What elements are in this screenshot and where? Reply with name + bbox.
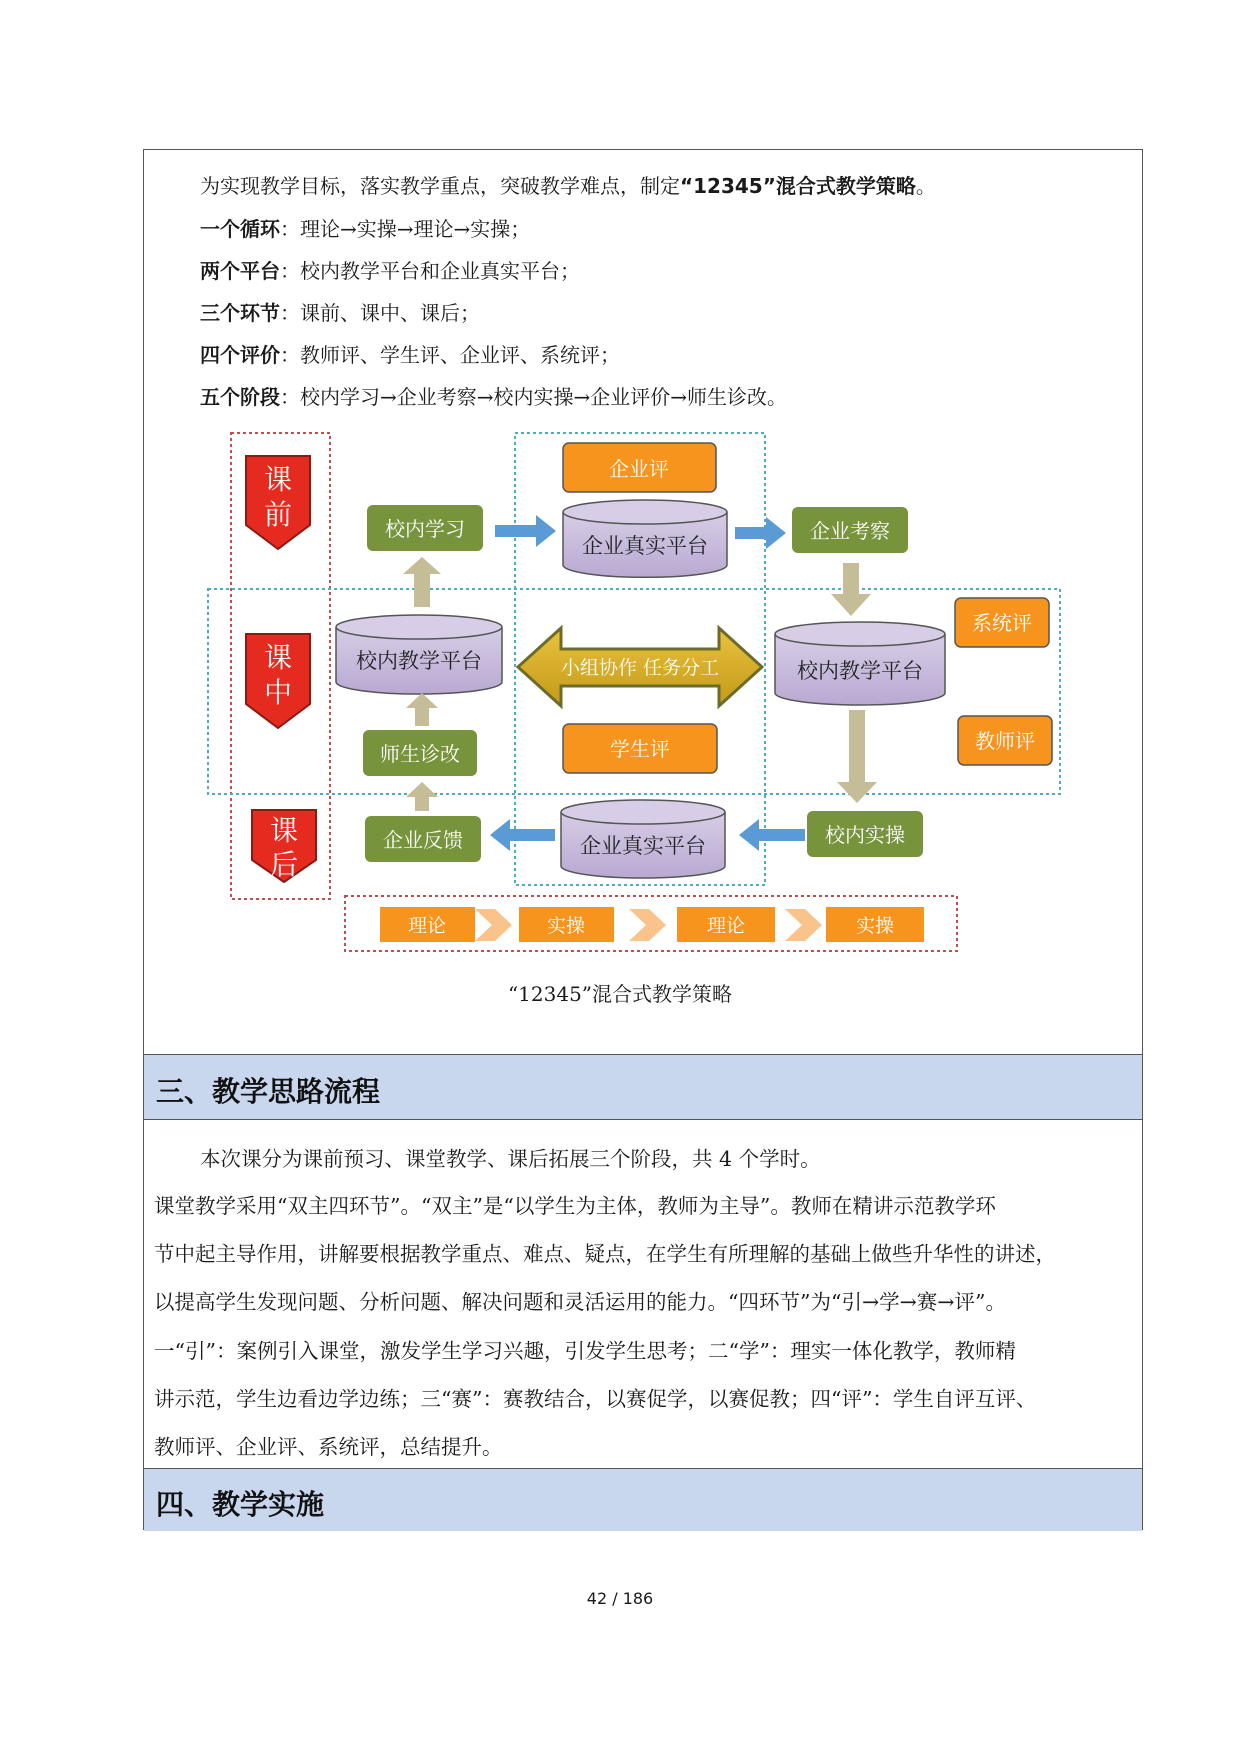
arrow-up-icon [406, 782, 438, 811]
enterprise-eval-label: 企业评 [609, 457, 669, 481]
stage-during-icon [246, 634, 310, 728]
item-label: 四个评价 [200, 343, 280, 367]
arrow-right-icon [495, 515, 556, 547]
stage-during-char2: 中 [263, 676, 293, 709]
arrow-left-icon [739, 819, 805, 851]
arrow-right-icon [735, 517, 786, 549]
cycle-practice-1-label: 实操 [546, 915, 586, 937]
chevron-right-icon [785, 909, 822, 941]
intro-punct: 。 [915, 174, 936, 198]
strategy-name: “12345”混合式教学策略 [680, 174, 916, 198]
school-platform-left-label: 校内教学平台 [356, 649, 482, 673]
item-text: ：理论→实操→理论→实操； [280, 217, 531, 241]
cycle-theory-2-label: 理论 [706, 915, 746, 937]
item-text: ：校内教学平台和企业真实平台； [280, 259, 580, 283]
school-platform-left-cylinder [336, 615, 502, 694]
arrow-up-icon [403, 557, 441, 607]
section-3-title: 三、教学思路流程 [156, 1075, 381, 1108]
stage-during-char1: 课 [263, 641, 293, 674]
enterprise-eval-box [563, 443, 716, 492]
diagram-caption: “12345”混合式教学策略 [507, 982, 733, 1006]
page-number: 42 / 186 [586, 1589, 654, 1608]
chevron-right-icon [475, 909, 512, 941]
section-3-line: 节中起主导作用，讲解要根据教学重点、难点、疑点，在学生有所理解的基础上做些升华性的讲述， [154, 1242, 1056, 1266]
enterprise-visit-box [792, 507, 908, 553]
stage-after-char1: 课 [269, 814, 299, 847]
arrow-left-icon [490, 819, 555, 851]
enterprise-visit-label: 企业考察 [810, 519, 890, 543]
school-platform-right-label: 校内教学平台 [797, 659, 923, 683]
stage-before-icon [246, 456, 310, 549]
section-3-line: 本次课分为课前预习、课堂教学、课后拓展三个阶段，共 4 个学时。 [200, 1147, 821, 1171]
item-label: 三个环节 [200, 301, 280, 325]
student-eval-label: 学生评 [610, 737, 670, 761]
cycle-theory-1 [380, 907, 475, 942]
teacher-student-fix-box [363, 730, 477, 776]
stage-after-icon [252, 810, 316, 882]
system-eval-box [955, 598, 1049, 647]
system-eval-label: 系统评 [972, 611, 1032, 635]
school-platform-right-cylinder [775, 622, 945, 705]
enterprise-platform-top-label: 企业真实平台 [582, 534, 708, 558]
enterprise-platform-top-cylinder [563, 500, 727, 577]
section-3-line: 课堂教学采用“双主四环节”。“双主”是“以学生为主体，教师为主导”。教师在精讲示范教学环 [154, 1194, 996, 1218]
enterprise-platform-bottom-label: 企业真实平台 [580, 834, 706, 858]
section-3-line: 讲示范，学生边看边学边练；三“赛”：赛教结合，以赛促学，以赛促教；四“评”：学生自评互评、 [154, 1387, 1037, 1411]
stage-before-char1: 课 [263, 463, 293, 496]
enterprise-feedback-label: 企业反馈 [383, 828, 463, 852]
cycle-theory-2 [677, 907, 775, 942]
item-label: 两个平台 [200, 259, 280, 283]
stage-before-char2: 前 [263, 498, 293, 531]
school-study-box [367, 505, 483, 551]
section-4-title: 四、教学实施 [156, 1488, 325, 1521]
school-practice-label: 校内实操 [825, 823, 905, 847]
group-work-label: 小组协作 任务分工 [560, 657, 720, 679]
group-work-double-arrow [518, 628, 762, 706]
cycle-practice-1 [519, 907, 614, 942]
item-text: ：教师评、学生评、企业评、系统评； [280, 343, 620, 367]
stage-after-char2: 后 [269, 848, 299, 881]
teacher-eval-box [958, 716, 1052, 765]
section-3-line: 一“引”：案例引入课堂，激发学生学习兴趣，引发学生思考；二“学”：理实一体化教学，教师精 [154, 1339, 1016, 1363]
section-3-line: 教师评、企业评、系统评，总结提升。 [154, 1435, 503, 1459]
school-study-label: 校内学习 [385, 517, 465, 541]
item-text: ：课前、课中、课后； [280, 301, 480, 325]
item-label: 五个阶段 [200, 385, 280, 409]
student-eval-box [563, 724, 717, 773]
teacher-student-fix-label: 师生诊改 [380, 742, 460, 766]
enterprise-feedback-box [365, 816, 481, 862]
cycle-theory-1-label: 理论 [407, 915, 447, 937]
arrow-down-icon [837, 710, 877, 803]
school-practice-box [807, 811, 923, 857]
cycle-practice-2 [826, 907, 924, 942]
arrow-up-icon [406, 693, 438, 726]
chevron-right-icon [629, 909, 666, 941]
cycle-practice-2-label: 实操 [855, 915, 895, 937]
intro-text: 为实现教学目标，落实教学重点，突破教学难点，制定 [200, 174, 680, 198]
teacher-eval-label: 教师评 [975, 729, 1035, 753]
item-label: 一个循环 [200, 217, 280, 241]
section-3-line: 以提高学生发现问题、分析问题、解决问题和灵活运用的能力。“四环节”为“引→学→赛→评”。 [154, 1290, 1006, 1314]
enterprise-platform-bottom-cylinder [561, 800, 725, 878]
item-text: ：校内学习→企业考察→校内实操→企业评价→师生诊改。 [280, 385, 788, 409]
